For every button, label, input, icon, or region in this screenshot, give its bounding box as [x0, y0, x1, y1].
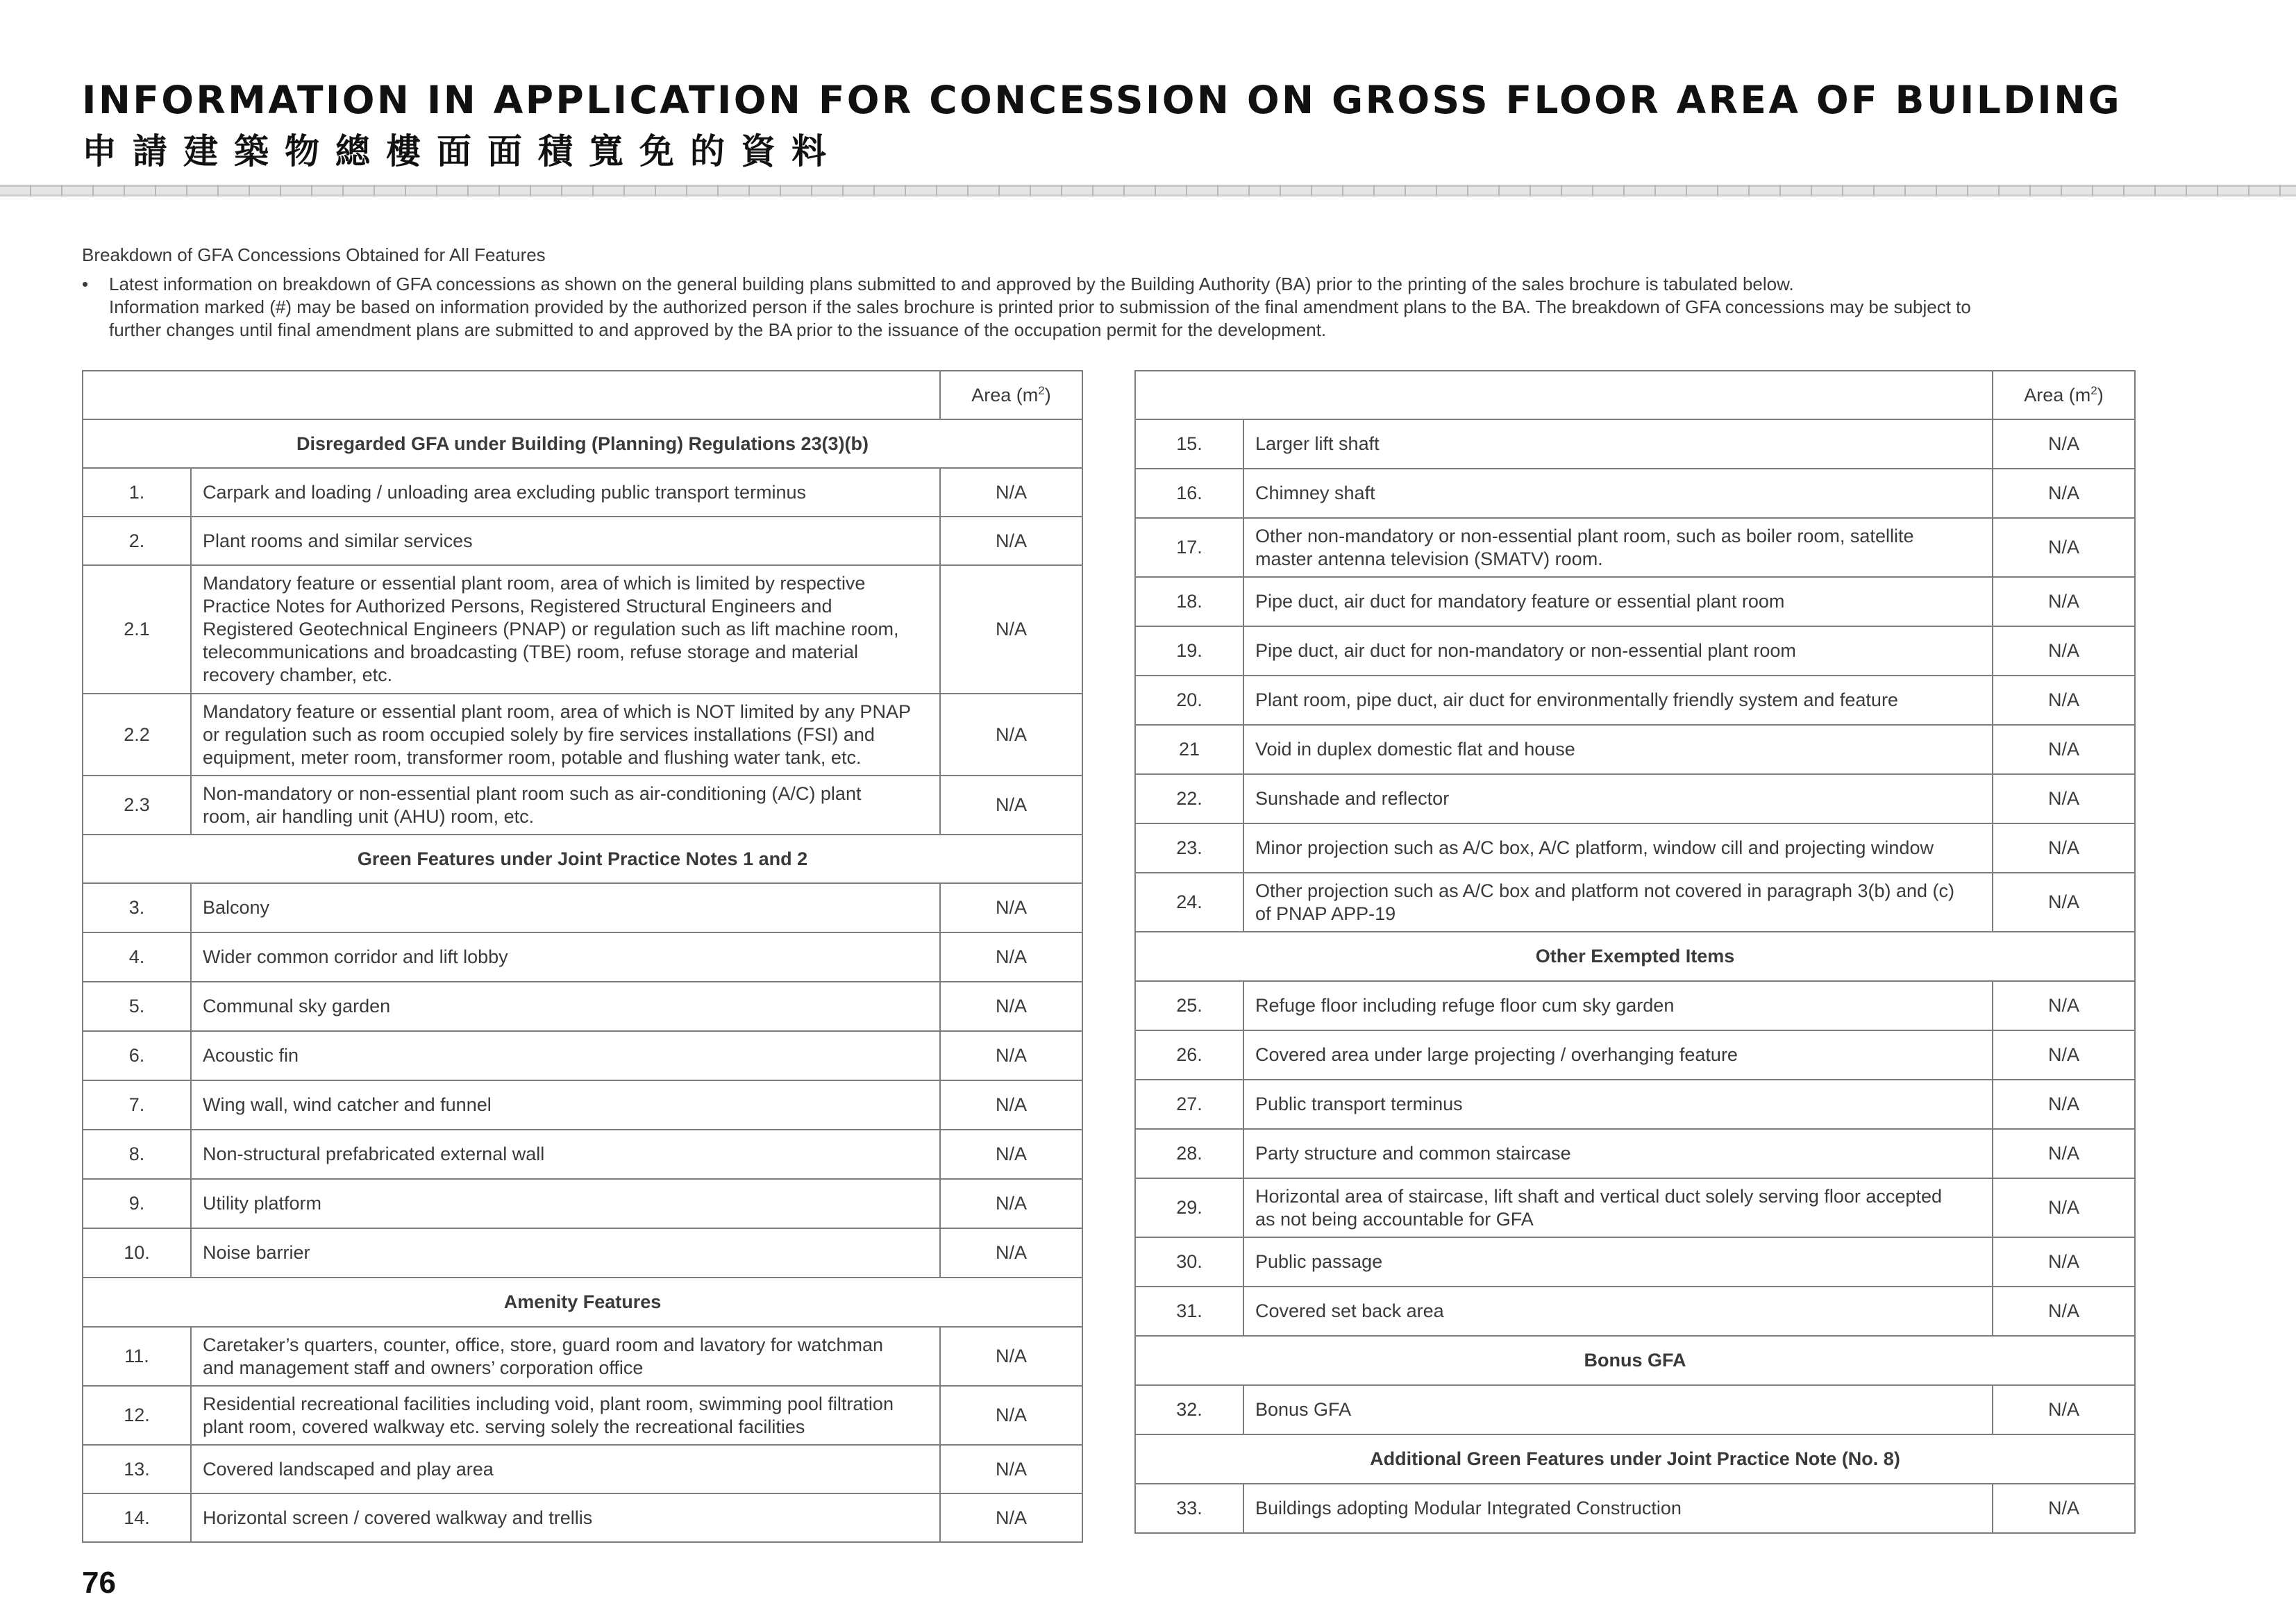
description-line: Void in duplex domestic flat and house	[1255, 739, 1575, 760]
item-area: N/A	[940, 1386, 1082, 1445]
area-column-header: Area $(m^2)$	[1993, 371, 2135, 419]
description-line: Wing wall, wind catcher and funnel	[203, 1094, 492, 1115]
table-row	[1135, 1237, 2135, 1287]
item-description	[1243, 1484, 1993, 1533]
item-description	[191, 1031, 940, 1080]
item-number: 2.3	[83, 776, 191, 835]
item-description	[191, 694, 940, 776]
intro-line-2: Information marked (#) may be based on information provided by the authorized person if the sales brochure is printed prior to submission of the final amendment plans to the BA. The breakdown of GFA concessions may be subject to	[109, 296, 1971, 317]
table-row	[83, 1080, 1082, 1130]
item-number: 24.	[1135, 873, 1243, 932]
table-row	[1135, 774, 2135, 823]
item-area: N/A	[1993, 873, 2135, 932]
item-number: 5.	[83, 982, 191, 1031]
gfa-table-right	[1134, 370, 2136, 1534]
description-line: Registered Geotechnical Engineers (PNAP) or regulation such as lift machine room,	[203, 619, 899, 639]
item-number: 21	[1135, 725, 1243, 774]
item-number: 33.	[1135, 1484, 1243, 1533]
item-area: N/A	[1993, 774, 2135, 823]
table-row	[1135, 1178, 2135, 1237]
item-number: 31.	[1135, 1287, 1243, 1336]
description-line: equipment, meter room, transformer room, potable and flushing water tank, etc.	[203, 746, 862, 768]
item-number: 15.	[1135, 419, 1243, 469]
table-row	[83, 982, 1082, 1031]
description-line: Public passage	[1255, 1251, 1383, 1272]
description-line: Non-mandatory or non-essential plant room such as air-conditioning (A/C) plant	[203, 782, 862, 804]
item-description	[191, 1130, 940, 1179]
item-number: 11.	[83, 1327, 191, 1386]
item-area: N/A	[1993, 676, 2135, 725]
description-line: Non-structural prefabricated external wall	[203, 1144, 545, 1164]
item-description	[1243, 1080, 1993, 1129]
table-row	[1135, 469, 2135, 518]
item-number: 19.	[1135, 626, 1243, 676]
item-area: N/A	[1993, 518, 2135, 577]
item-number: 3.	[83, 883, 191, 932]
item-number: 4.	[83, 932, 191, 982]
table-row	[83, 776, 1082, 835]
item-description	[191, 1445, 940, 1493]
item-description	[1243, 1129, 1993, 1178]
table-row	[1135, 518, 2135, 577]
table-row	[1135, 981, 2135, 1030]
description-line: room, air handling unit (AHU) room, etc.	[203, 805, 535, 827]
item-number: 22.	[1135, 774, 1243, 823]
table-row	[1135, 823, 2135, 873]
item-description	[191, 1179, 940, 1228]
table-row	[1135, 577, 2135, 626]
table-row	[1135, 626, 2135, 676]
description-line: telecommunications and broadcasting (TBE) room, refuse storage and material	[203, 642, 858, 662]
item-area: N/A	[1993, 419, 2135, 469]
item-area: N/A	[940, 468, 1082, 517]
item-description	[191, 1386, 940, 1445]
description-line: Mandatory feature or essential plant room, area of which is limited by respective	[203, 573, 866, 594]
item-area: N/A	[1993, 1030, 2135, 1080]
description-line: Horizontal screen / covered walkway and trellis	[203, 1507, 593, 1528]
item-area: N/A	[940, 1179, 1082, 1228]
description-line: Communal sky garden	[203, 996, 391, 1016]
table-row	[1135, 1287, 2135, 1336]
description-line: Noise barrier	[203, 1242, 310, 1263]
table-row	[83, 932, 1082, 982]
item-area: N/A	[940, 1327, 1082, 1386]
item-number: 27.	[1135, 1080, 1243, 1129]
section-title: Disregarded GFA under Building (Planning) Regulations 23(3)(b)	[83, 419, 1082, 468]
description-line: master antenna television (SMATV) room.	[1255, 548, 1603, 569]
item-area: N/A	[940, 1031, 1082, 1080]
item-description	[1243, 577, 1993, 626]
description-line: Horizontal area of staircase, lift shaft and vertical duct solely serving floor accepted	[1255, 1185, 1942, 1207]
item-area: N/A	[940, 694, 1082, 776]
item-number: 25.	[1135, 981, 1243, 1030]
description-line: Pipe duct, air duct for mandatory feature or essential plant room	[1255, 591, 1785, 612]
description-line: Covered set back area	[1255, 1300, 1444, 1321]
page-number: 76	[82, 1566, 116, 1600]
item-area: N/A	[1993, 1287, 2135, 1336]
section-header-row	[83, 835, 1082, 883]
item-area: N/A	[940, 1228, 1082, 1278]
item-number: 6.	[83, 1031, 191, 1080]
item-area: N/A	[1993, 1484, 2135, 1533]
section-title: Other Exempted Items	[1135, 932, 2135, 981]
item-area: N/A	[1993, 981, 2135, 1030]
table-row	[1135, 873, 2135, 932]
table-header-row	[1135, 371, 2135, 419]
item-number: 13.	[83, 1445, 191, 1493]
gfa-table-right-body	[1135, 419, 2135, 1533]
item-number: 30.	[1135, 1237, 1243, 1287]
description-line: Covered area under large projecting / overhanging feature	[1255, 1044, 1738, 1065]
description-line: plant room, covered walkway etc. serving solely the recreational facilities	[203, 1416, 805, 1437]
item-number: 9.	[83, 1179, 191, 1228]
item-area: N/A	[940, 565, 1082, 694]
item-area: N/A	[940, 1445, 1082, 1493]
table-row	[1135, 725, 2135, 774]
item-description	[1243, 774, 1993, 823]
description-line: Sunshade and reflector	[1255, 788, 1450, 809]
description-line: Minor projection such as A/C box, A/C platform, window cill and projecting window	[1255, 837, 1934, 858]
table-row	[83, 1130, 1082, 1179]
item-number: 18.	[1135, 577, 1243, 626]
table-row	[83, 565, 1082, 694]
description-line: Party structure and common staircase	[1255, 1143, 1571, 1164]
bullet-mark: •	[82, 274, 89, 294]
item-number: 17.	[1135, 518, 1243, 577]
description-line: and management staff and owners’ corporation office	[203, 1357, 644, 1378]
item-description	[1243, 1178, 1993, 1237]
item-number: 26.	[1135, 1030, 1243, 1080]
section-header-row	[83, 419, 1082, 468]
item-description	[1243, 1287, 1993, 1336]
item-description	[191, 1493, 940, 1542]
section-title: Green Features under Joint Practice Notes 1 and 2	[83, 835, 1082, 883]
intro-bullet	[82, 273, 2220, 342]
description-line: of PNAP APP-19	[1255, 903, 1396, 924]
description-line: Other non-mandatory or non-essential plant room, such as boiler room, satellite	[1255, 525, 1914, 546]
table-row	[83, 1493, 1082, 1542]
item-description	[1243, 1030, 1993, 1080]
description-line: recovery chamber, etc.	[203, 664, 393, 685]
item-description	[191, 932, 940, 982]
description-line: Plant room, pipe duct, air duct for environmentally friendly system and feature	[1255, 689, 1898, 710]
description-line: Carpark and loading / unloading area excluding public transport terminus	[203, 481, 807, 503]
table-row	[83, 1179, 1082, 1228]
item-description	[191, 1327, 940, 1386]
page-title-english: INFORMATION IN APPLICATION FOR CONCESSION ON GROSS FLOOR AREA OF BUILDING	[82, 78, 2122, 122]
item-area: N/A	[1993, 1178, 2135, 1237]
table-row	[1135, 419, 2135, 469]
table-header-row	[83, 371, 1082, 419]
item-area: N/A	[940, 776, 1082, 835]
item-number: 2.1	[83, 565, 191, 694]
table-row	[1135, 1030, 2135, 1080]
item-description	[1243, 823, 1993, 873]
table-row	[1135, 1080, 2135, 1129]
description-line: Other projection such as A/C box and platform not covered in paragraph 3(b) and (c)	[1255, 880, 1955, 901]
item-description	[191, 1080, 940, 1130]
item-area: N/A	[1993, 1129, 2135, 1178]
table-row	[1135, 1129, 2135, 1178]
description-line: Plant rooms and similar services	[203, 530, 473, 551]
item-number: 10.	[83, 1228, 191, 1278]
item-description	[191, 517, 940, 565]
item-description	[191, 1228, 940, 1278]
header-rule-band	[0, 185, 2296, 196]
page-title-chinese: 申請建築物總樓面面積寬免的資料	[82, 131, 842, 171]
gfa-table-left-body	[83, 419, 1082, 1542]
table-row	[83, 1445, 1082, 1493]
table-row	[83, 468, 1082, 517]
intro-bullet-text	[109, 273, 2220, 342]
item-area: N/A	[1993, 1385, 2135, 1434]
description-line: Mandatory feature or essential plant room, area of which is NOT limited by any PNAP	[203, 701, 911, 722]
item-description	[191, 468, 940, 517]
table-row	[83, 883, 1082, 932]
item-description	[1243, 1385, 1993, 1434]
section-header-row	[1135, 1336, 2135, 1385]
item-description	[1243, 518, 1993, 577]
description-line: or regulation such as room occupied solely by fire services installations (FSI) and	[203, 723, 875, 745]
intro-line-3: further changes until final amendment plans are submitted to and approved by the BA prior to the issuance of the occupation permit for the development.	[109, 319, 1327, 340]
item-number: 7.	[83, 1080, 191, 1130]
table-row	[83, 1031, 1082, 1080]
item-number: 28.	[1135, 1129, 1243, 1178]
item-description	[191, 982, 940, 1031]
description-line: Balcony	[203, 897, 270, 918]
item-area: N/A	[1993, 1237, 2135, 1287]
section-header-row	[1135, 932, 2135, 981]
header-blank-cell	[83, 371, 940, 419]
intro-heading: Breakdown of GFA Concessions Obtained for All Features	[82, 244, 546, 265]
item-area: N/A	[940, 982, 1082, 1031]
table-row	[83, 694, 1082, 776]
item-area: N/A	[1993, 626, 2135, 676]
item-number: 20.	[1135, 676, 1243, 725]
description-line: Refuge floor including refuge floor cum sky garden	[1255, 995, 1675, 1016]
item-area: N/A	[1993, 469, 2135, 518]
description-line: Chimney shaft	[1255, 483, 1375, 503]
item-number: 2.2	[83, 694, 191, 776]
table-row	[83, 1228, 1082, 1278]
item-area: N/A	[940, 1080, 1082, 1130]
item-number: 8.	[83, 1130, 191, 1179]
area-column-header: Area $(m^2)$	[940, 371, 1082, 419]
item-number: 16.	[1135, 469, 1243, 518]
item-number: 23.	[1135, 823, 1243, 873]
item-description	[191, 883, 940, 932]
description-line: as not being accountable for GFA	[1255, 1208, 1534, 1230]
item-area: N/A	[940, 932, 1082, 982]
description-line: Caretaker’s quarters, counter, office, store, guard room and lavatory for watchman	[203, 1334, 883, 1355]
item-description	[1243, 419, 1993, 469]
table-row	[83, 1327, 1082, 1386]
description-line: Covered landscaped and play area	[203, 1458, 494, 1480]
table-row	[1135, 676, 2135, 725]
gfa-table-left	[82, 370, 1083, 1543]
item-description	[191, 565, 940, 694]
item-description	[1243, 626, 1993, 676]
header-blank-cell	[1135, 371, 1993, 419]
description-line: Public transport terminus	[1255, 1094, 1463, 1114]
description-line: Wider common corridor and lift lobby	[203, 946, 508, 967]
item-number: 2.	[83, 517, 191, 565]
item-area: N/A	[1993, 823, 2135, 873]
description-line: Larger lift shaft	[1255, 433, 1380, 454]
item-description	[1243, 981, 1993, 1030]
table-row	[83, 517, 1082, 565]
item-area: N/A	[1993, 1080, 2135, 1129]
item-area: N/A	[1993, 725, 2135, 774]
description-line: Residential recreational facilities including void, plant room, swimming pool filtration	[203, 1393, 894, 1414]
description-line: Acoustic fin	[203, 1045, 299, 1066]
item-number: 1.	[83, 468, 191, 517]
item-description	[1243, 469, 1993, 518]
item-description	[1243, 676, 1993, 725]
item-number: 32.	[1135, 1385, 1243, 1434]
intro-line-1: Latest information on breakdown of GFA concessions as shown on the general building plans submitted to and approved by the Building Authority (BA) prior to the printing of the sales brochure is tabulated below.	[109, 274, 1794, 294]
table-row	[1135, 1385, 2135, 1434]
section-title: Additional Green Features under Joint Practice Note (No. 8)	[1135, 1434, 2135, 1484]
item-area: N/A	[940, 883, 1082, 932]
description-line: Utility platform	[203, 1193, 322, 1214]
item-description	[1243, 873, 1993, 932]
description-line: Practice Notes for Authorized Persons, Registered Structural Engineers and	[203, 596, 832, 617]
table-row	[83, 1386, 1082, 1445]
section-header-row	[1135, 1434, 2135, 1484]
section-title: Amenity Features	[83, 1278, 1082, 1327]
section-title: Bonus GFA	[1135, 1336, 2135, 1385]
item-area: N/A	[940, 517, 1082, 565]
description-line: Pipe duct, air duct for non-mandatory or non-essential plant room	[1255, 640, 1796, 661]
description-line: Bonus GFA	[1255, 1399, 1352, 1420]
item-description	[191, 776, 940, 835]
description-line: Buildings adopting Modular Integrated Construction	[1255, 1498, 1682, 1518]
item-number: 29.	[1135, 1178, 1243, 1237]
item-area: N/A	[940, 1130, 1082, 1179]
section-header-row	[83, 1278, 1082, 1327]
item-area: N/A	[940, 1493, 1082, 1542]
table-row	[1135, 1484, 2135, 1533]
item-area: N/A	[1993, 577, 2135, 626]
item-description	[1243, 725, 1993, 774]
item-number: 14.	[83, 1493, 191, 1542]
item-number: 12.	[83, 1386, 191, 1445]
item-description	[1243, 1237, 1993, 1287]
